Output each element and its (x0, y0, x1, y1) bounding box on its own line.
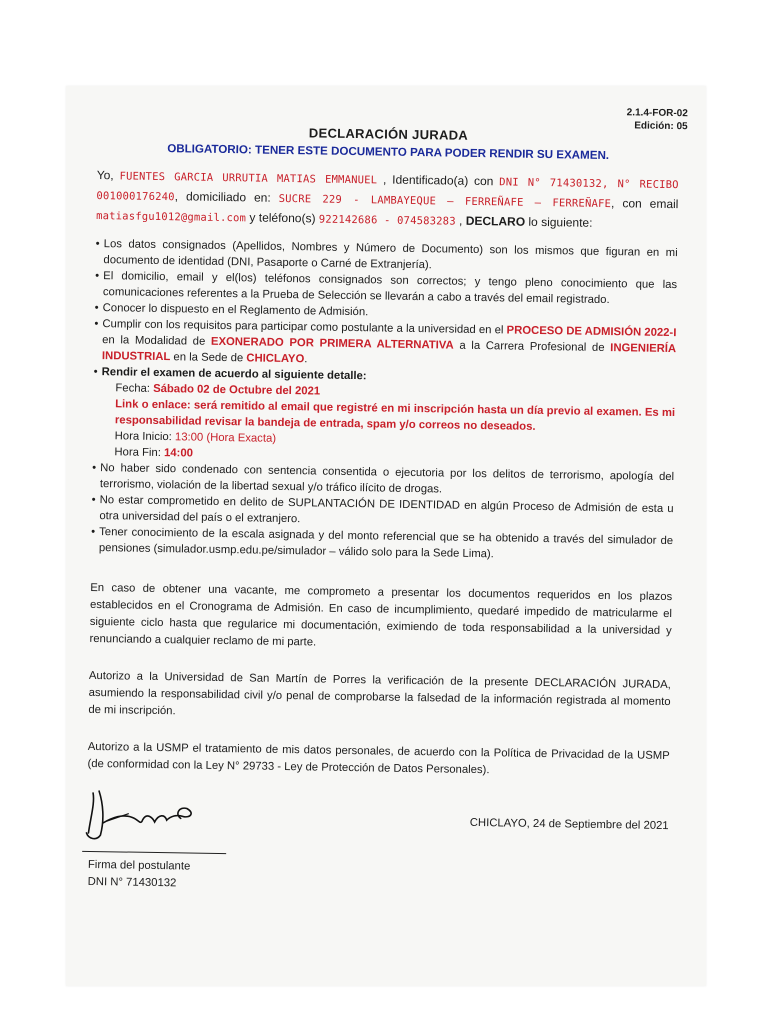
exam-date-value: Sábado 02 de Octubre del 2021 (153, 382, 321, 398)
exam-link-note: Link o enlace: será remitido al email que registré en mi inscripción hasta un día previo al examen. Es mi responsabilidad revisar la bandeja de entrada, spam y/o correos no deseados. (114, 398, 676, 433)
paragraph-datos-personales: Autorizo a la USMP el tratamiento de mis datos personales, de acuerdo con la Política de Privacidad de la USMP (de conformidad con la Ley N° 29733 - Ley de Protección de Datos Personales). (87, 740, 670, 777)
intro-text: , con email (611, 196, 679, 212)
signature-block (85, 783, 669, 942)
form-header (626, 106, 688, 133)
applicant-email: matiasfgu1012@gmail.com (96, 209, 247, 225)
list-item-condenado: • No haber sido condenado con sentencia consentida o ejecutoria por los delitos de terrorismo, apología del terrorismo, violación de la libertad sexual y/o tráfico ilícito de drogas. (92, 460, 674, 501)
campus-name: CHICLAYO (246, 352, 305, 366)
admission-modality: EXONERADO POR PRIMERA ALTERNATIVA (210, 335, 454, 352)
exam-date-label: Fecha: (115, 382, 154, 395)
intro-text: , (455, 213, 466, 228)
paragraph-vacante: En caso de obtener una vacante, me comprometo a presentar los documentos requeridos en los plazos establecidos en el Cronograma de Admisión. En caso de incumplimiento, quedaré impedido de matricularme el siguiente ciclo hasta que regularice mi documentación, eximiendo de toda responsabilidad a la universidad y renunciando a cualquier reclamo de mi parte. (89, 581, 673, 649)
exam-start-value: 13:00 (Hora Exacta) (174, 431, 277, 445)
intro-text: , Identificado(a) con (377, 172, 500, 189)
signature-caption (88, 857, 191, 893)
signature-label: Firma del postulante (87, 858, 191, 873)
exam-detail-heading: • Rendir el examen de acuerdo al siguiente detalle: (101, 366, 367, 383)
list-item-rendir (92, 364, 675, 469)
applicant-phones: 922142686 - 074583283 (318, 213, 456, 228)
item-text: No estar comprometido en delito de (99, 494, 289, 510)
paragraph-verificacion: Autorizo a la Universidad de San Martín de Porres la verificación de la presente DECLARACIÓN JURADA, asumiendo la responsabilidad civil y/o penal de comprobarse la falsedad de la información registrada al momento de mi inscripción. (88, 669, 671, 718)
item-text: en la Sede de (170, 351, 247, 365)
list-item-datos: • Los datos consignados (Apellidos, Nombres y Número de Documento) son los mismos que figuran en mi documento de identidad (DNI, Pasaporte o Carné de Extranjería). (95, 236, 677, 277)
list-item-escala: • Tener conocimiento de la escala asignada y del monto referencial que se ha obtenido a través del simulador de pensiones (simulador.usmp.edu.pe/simulador – válido solo para la Sede Lima). (91, 524, 673, 565)
intro-text: y teléfono(s) (246, 210, 319, 226)
applicant-name: FUENTES GARCIA URRUTIA MATIAS EMMANUEL (119, 170, 378, 187)
intro-text: Yo, (96, 167, 120, 183)
intro-paragraph (96, 166, 679, 235)
form-edition: Edición: 05 (634, 120, 688, 133)
handwritten-signature (82, 783, 203, 849)
item-text: en algún Proceso de Admisión de esta u otra universidad del país o el extranjero. (99, 499, 674, 526)
item-text: . (304, 353, 308, 366)
declaro-word: DECLARO (465, 213, 526, 229)
list-item-reglamento: • Conocer lo dispuesto en el Reglamento de Admisión. (95, 300, 677, 325)
exam-start-label: Hora Inicio: (114, 430, 176, 444)
document-page (66, 86, 706, 986)
form-code: 2.1.4-FOR-02 (626, 107, 688, 120)
document-subtitle: OBLIGATORIO: TENER ESTE DOCUMENTO PARA PODER RENDIR SU EXAMEN. (167, 142, 610, 163)
declaration-list (91, 236, 678, 565)
item-text: en la Modalidad de (102, 334, 212, 348)
exam-end-label: Hora Fin: (114, 446, 165, 460)
intro-text: , domiciliado en: (174, 189, 279, 205)
applicant-dni-receipt: DNI N° 71430132, N° RECIBO 001000176240 (96, 176, 679, 204)
document-title: DECLARACIÓN JURADA (308, 125, 469, 143)
identity-crime: SUPLANTACIÓN DE IDENTIDAD (287, 497, 461, 512)
intro-text: lo siguiente: (525, 214, 593, 230)
applicant-address: SUCRE 229 - LAMBAYEQUE – FERREÑAFE – FERREÑAFE (278, 192, 612, 211)
exam-end-value: 14:00 (163, 447, 194, 460)
item-text: a la Carrera Profesional de (453, 339, 611, 355)
item-text: Cumplir con los requisitos para participar como postulante a la universidad en el (102, 318, 507, 337)
admission-process: PROCESO DE ADMISIÓN 2022-I (506, 324, 677, 340)
signature-line (82, 851, 226, 854)
document-content (85, 98, 688, 942)
list-item-domicilio: • El domicilio, email y el(los) teléfonos consignados son correctos; y tengo pleno conocimiento que las comunicaciones referentes a la Prueba de Selección se llevarán a cabo a través del email registrado. (95, 268, 677, 309)
place-date: CHICLAYO, 24 de Septiembre del 2021 (469, 816, 669, 833)
career-name: INGENIERÍA INDUSTRIAL (101, 342, 677, 364)
signature-dni: DNI N° 71430132 (87, 875, 177, 890)
